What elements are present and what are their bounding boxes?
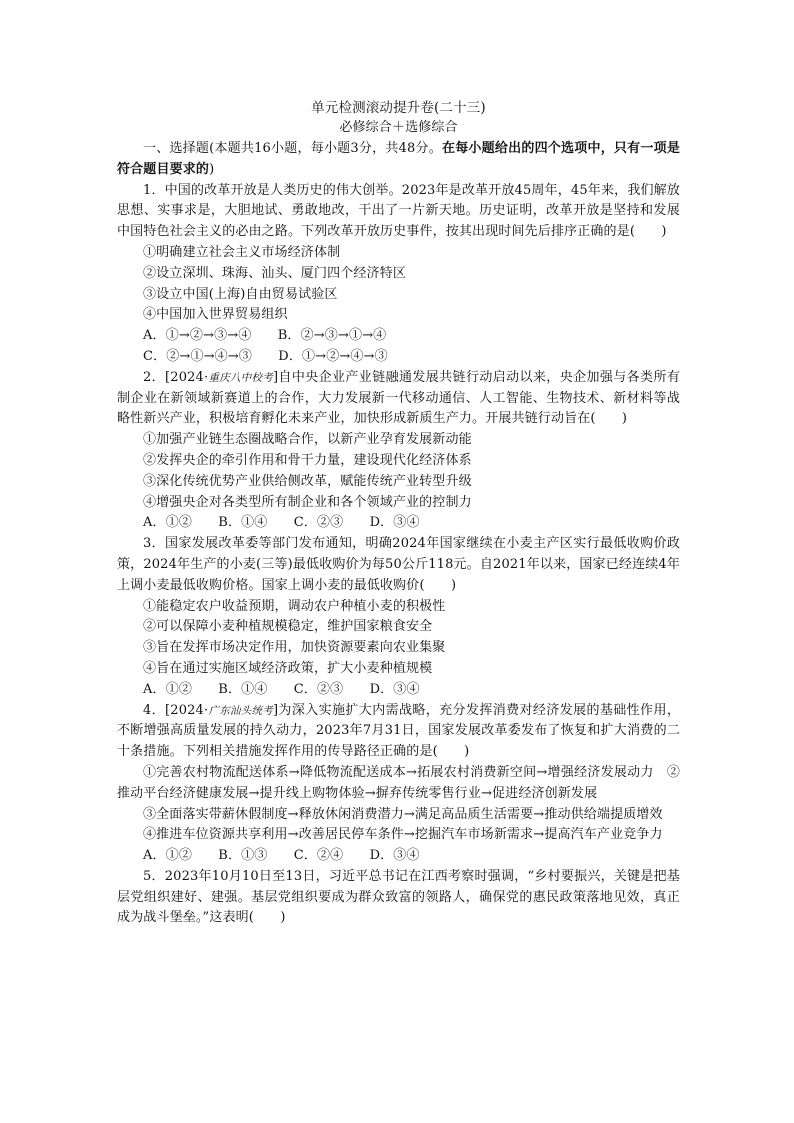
page-title: 单元检测滚动提升卷(二十三): [311, 100, 486, 116]
statement-item: ②可以保障小麦种植规模稳定，维护国家粮食安全: [143, 619, 433, 635]
question-source: 重庆八中校考: [208, 371, 273, 384]
statement-item: ②发挥央企的牵引作用和骨干力量，建设现代化经济体系: [143, 452, 472, 468]
statement-item: ②设立深圳、珠海、汕头、厦门四个经济特区: [143, 265, 407, 281]
answer-choices: C．②→①→④→③ D．①→②→④→③: [143, 348, 388, 364]
statement-item: ③设立中国(上海)自由贸易试验区: [143, 286, 338, 302]
statement-item: ①明确建立社会主义市场经济体制: [143, 244, 341, 260]
question-2: [117, 368, 680, 534]
question-source: 广东汕头统考: [208, 704, 273, 717]
question-stem: 1．中国的改革开放是人类历史的伟大创举。2023年是改革开放45周年，45年来，我们解放思想、实事求是，大胆地试、勇敢地改，干出了一片新天地。历史证明，改革开放是坚持和发展中国特色社会主义的必由之路。下列改革开放历史事件，按其出现时间先后排序正确的是( ): [117, 182, 680, 240]
question-stem: [117, 368, 680, 430]
question-number: 4．[2024·: [143, 702, 209, 718]
section-heading: [117, 139, 680, 181]
question-number: 2．[2024·: [143, 369, 209, 385]
statement-item: ③深化传统优势产业供给侧改革，赋能传统产业转型升级: [143, 473, 472, 489]
statement-item: ④推进车位资源共享利用→改善居民停车条件→挖掘汽车市场新需求→提高汽车产业竞争力: [143, 827, 663, 843]
question-text: ]自中央企业产业链融通发展共链行动启动以来，央企加强与各类所有制企业在新领域新赛道上的合作，大力发展新一代移动通信、人工智能、生物技术、新材料等战略性新兴产业，积极培育孵化未来产业，加快形成新质生产力。开展共链行动旨在( ): [117, 369, 680, 427]
answer-choices: A．①② B．①④ C．②③ D．③④: [143, 515, 420, 531]
document-body: [117, 98, 680, 929]
statement-item: ①完善农村物流配送体系→降低物流配送成本→拓展农村消费新空间→增强经济发展动力 ②推动平台经济健康发展→提升线上购物体验→摒弃传统零售行业→促进经济创新发展: [117, 764, 680, 801]
answer-choices: A．①② B．①④ C．②③ D．③④: [143, 681, 420, 697]
section-heading-lead: 一、选择题(本题共16小题，每小题3分，共48分。: [143, 141, 442, 156]
question-4: [117, 701, 680, 867]
statement-item: ④中国加入世界贸易组织: [143, 307, 288, 323]
question-3: [117, 534, 680, 700]
question-stem: 5．2023年10月10日至13日，习近平总书记在江西考察时强调，“乡村要振兴，关键是把基层党组织建好、建强。基层党组织要成为群众致富的领路人，确保党的惠民政策落地见效，真正成为战斗堡垒。”这表明( ): [117, 868, 680, 926]
statement-item: ③旨在发挥市场决定作用，加快资源要素向农业集聚: [143, 640, 446, 656]
question-5: [117, 867, 680, 929]
section-heading-bold: 在每小题给出的四个选项中，只有一项是符合题目要求的: [117, 141, 680, 177]
question-stem: [117, 701, 680, 763]
statement-item: ③全面落实带薪休假制度→释放休闲消费潜力→满足高品质生活需要→推动供给端提质增效: [143, 806, 663, 822]
question-stem: 3．国家发展改革委等部门发布通知，明确2024年国家继续在小麦主产区实行最低收购价政策，2024年生产的小麦(三等)最低收购价为每50公斤118元。自2021年以来，国家已经连续4年上调小麦最低收购价格。国家上调小麦的最低收购价( ): [117, 536, 680, 593]
page-subtitle: 必修综合＋选修综合: [339, 120, 458, 135]
answer-choices: A．①→②→③→④ B．②→③→①→④: [143, 328, 387, 344]
statement-item: ④旨在通过实施区域经济政策，扩大小麦种植规模: [143, 660, 433, 676]
section-heading-tail: ): [209, 161, 215, 177]
question-1: [117, 181, 680, 368]
statement-item: ①能稳定农户收益预期，调动农户种植小麦的积极性: [143, 598, 446, 614]
statement-item: ④增强央企对各类型所有制企业和各个领域产业的控制力: [143, 494, 472, 510]
question-text: ]为深入实施扩大内需战略，充分发挥消费对经济发展的基础性作用，不断增强高质量发展的持久动力，2023年7月31日，国家发展改革委发布了恢复和扩大消费的二十条措施。下列相关措施发挥作用的传导路径正确的是( ): [117, 702, 680, 760]
answer-choices: A．①② B．①③ C．②④ D．③④: [143, 848, 420, 864]
statement-item: ①加强产业链生态圈战略合作，以新产业孕育发展新动能: [143, 432, 472, 448]
